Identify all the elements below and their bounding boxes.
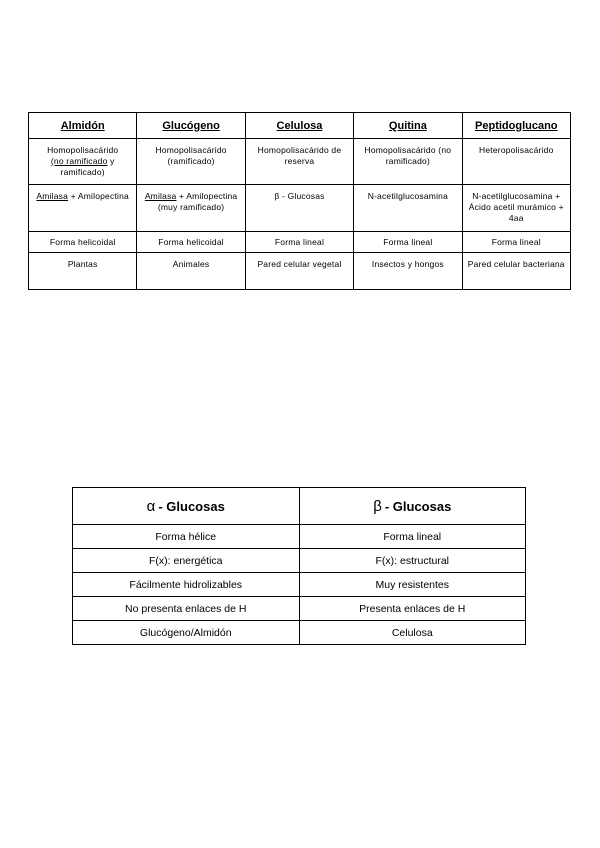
- table-cell: Homopolisacárido (no ramificado): [354, 139, 462, 185]
- beta-symbol: β: [373, 497, 382, 515]
- table-row-shape: [29, 232, 571, 253]
- table-cell: Animales: [137, 253, 245, 290]
- table-cell: Amilasa + Amilopectina: [29, 185, 137, 232]
- alpha-symbol: α: [146, 497, 156, 515]
- table-cell: Amilasa + Amilopectina (muy ramificado): [137, 185, 245, 232]
- table-cell: Forma helicoidal: [29, 232, 137, 253]
- table-row: [73, 597, 526, 621]
- table-cell: Pared celular bacteriana: [462, 253, 570, 290]
- table-header-row: [29, 113, 571, 139]
- table-cell: Forma helicoidal: [137, 232, 245, 253]
- header-beta-glucosas: β - Glucosas: [299, 488, 526, 525]
- table-cell: Pared celular vegetal: [245, 253, 353, 290]
- table-cell: Forma lineal: [354, 232, 462, 253]
- table-cell: Homopolisacárido de reserva: [245, 139, 353, 185]
- table-cell: Presenta enlaces de H: [299, 597, 526, 621]
- table-cell: Forma lineal: [299, 525, 526, 549]
- glucose-comparison-table: [72, 487, 526, 645]
- table-cell: F(x): energética: [73, 549, 300, 573]
- table-row: [73, 549, 526, 573]
- header-celulosa: Celulosa: [245, 113, 353, 139]
- table-cell: Muy resistentes: [299, 573, 526, 597]
- table-cell: Glucógeno/Almidón: [73, 621, 300, 645]
- table-cell: Forma lineal: [462, 232, 570, 253]
- header-quitina: Quitina: [354, 113, 462, 139]
- table-cell: N-acetilglucosamina + Ácido acetil murámico + 4aa: [462, 185, 570, 232]
- table-row: [73, 621, 526, 645]
- table-cell: Homopolisacárido (ramificado): [137, 139, 245, 185]
- table-row: [73, 573, 526, 597]
- table-cell: Homopolisacárido (no ramificado y ramificado): [29, 139, 137, 185]
- table-row-location: [29, 253, 571, 290]
- table-cell: N-acetilglucosamina: [354, 185, 462, 232]
- table-cell: Fácilmente hidrolizables: [73, 573, 300, 597]
- table-cell: Plantas: [29, 253, 137, 290]
- polysaccharide-comparison-table: [28, 112, 571, 290]
- table-cell: β - Glucosas: [245, 185, 353, 232]
- table-cell: Forma lineal: [245, 232, 353, 253]
- table-cell: Heteropolisacárido: [462, 139, 570, 185]
- table-row-composition: [29, 185, 571, 232]
- table-row-type: [29, 139, 571, 185]
- header-almidon: Almidón: [29, 113, 137, 139]
- header-alpha-glucosas: α - Glucosas: [73, 488, 300, 525]
- table-cell: Forma hélice: [73, 525, 300, 549]
- header-peptidoglucano: Peptidoglucano: [462, 113, 570, 139]
- table-cell: Celulosa: [299, 621, 526, 645]
- table-header-row: [73, 488, 526, 525]
- table-row: [73, 525, 526, 549]
- table-cell: Insectos y hongos: [354, 253, 462, 290]
- table-cell: No presenta enlaces de H: [73, 597, 300, 621]
- header-glucogeno: Glucógeno: [137, 113, 245, 139]
- table-cell: F(x): estructural: [299, 549, 526, 573]
